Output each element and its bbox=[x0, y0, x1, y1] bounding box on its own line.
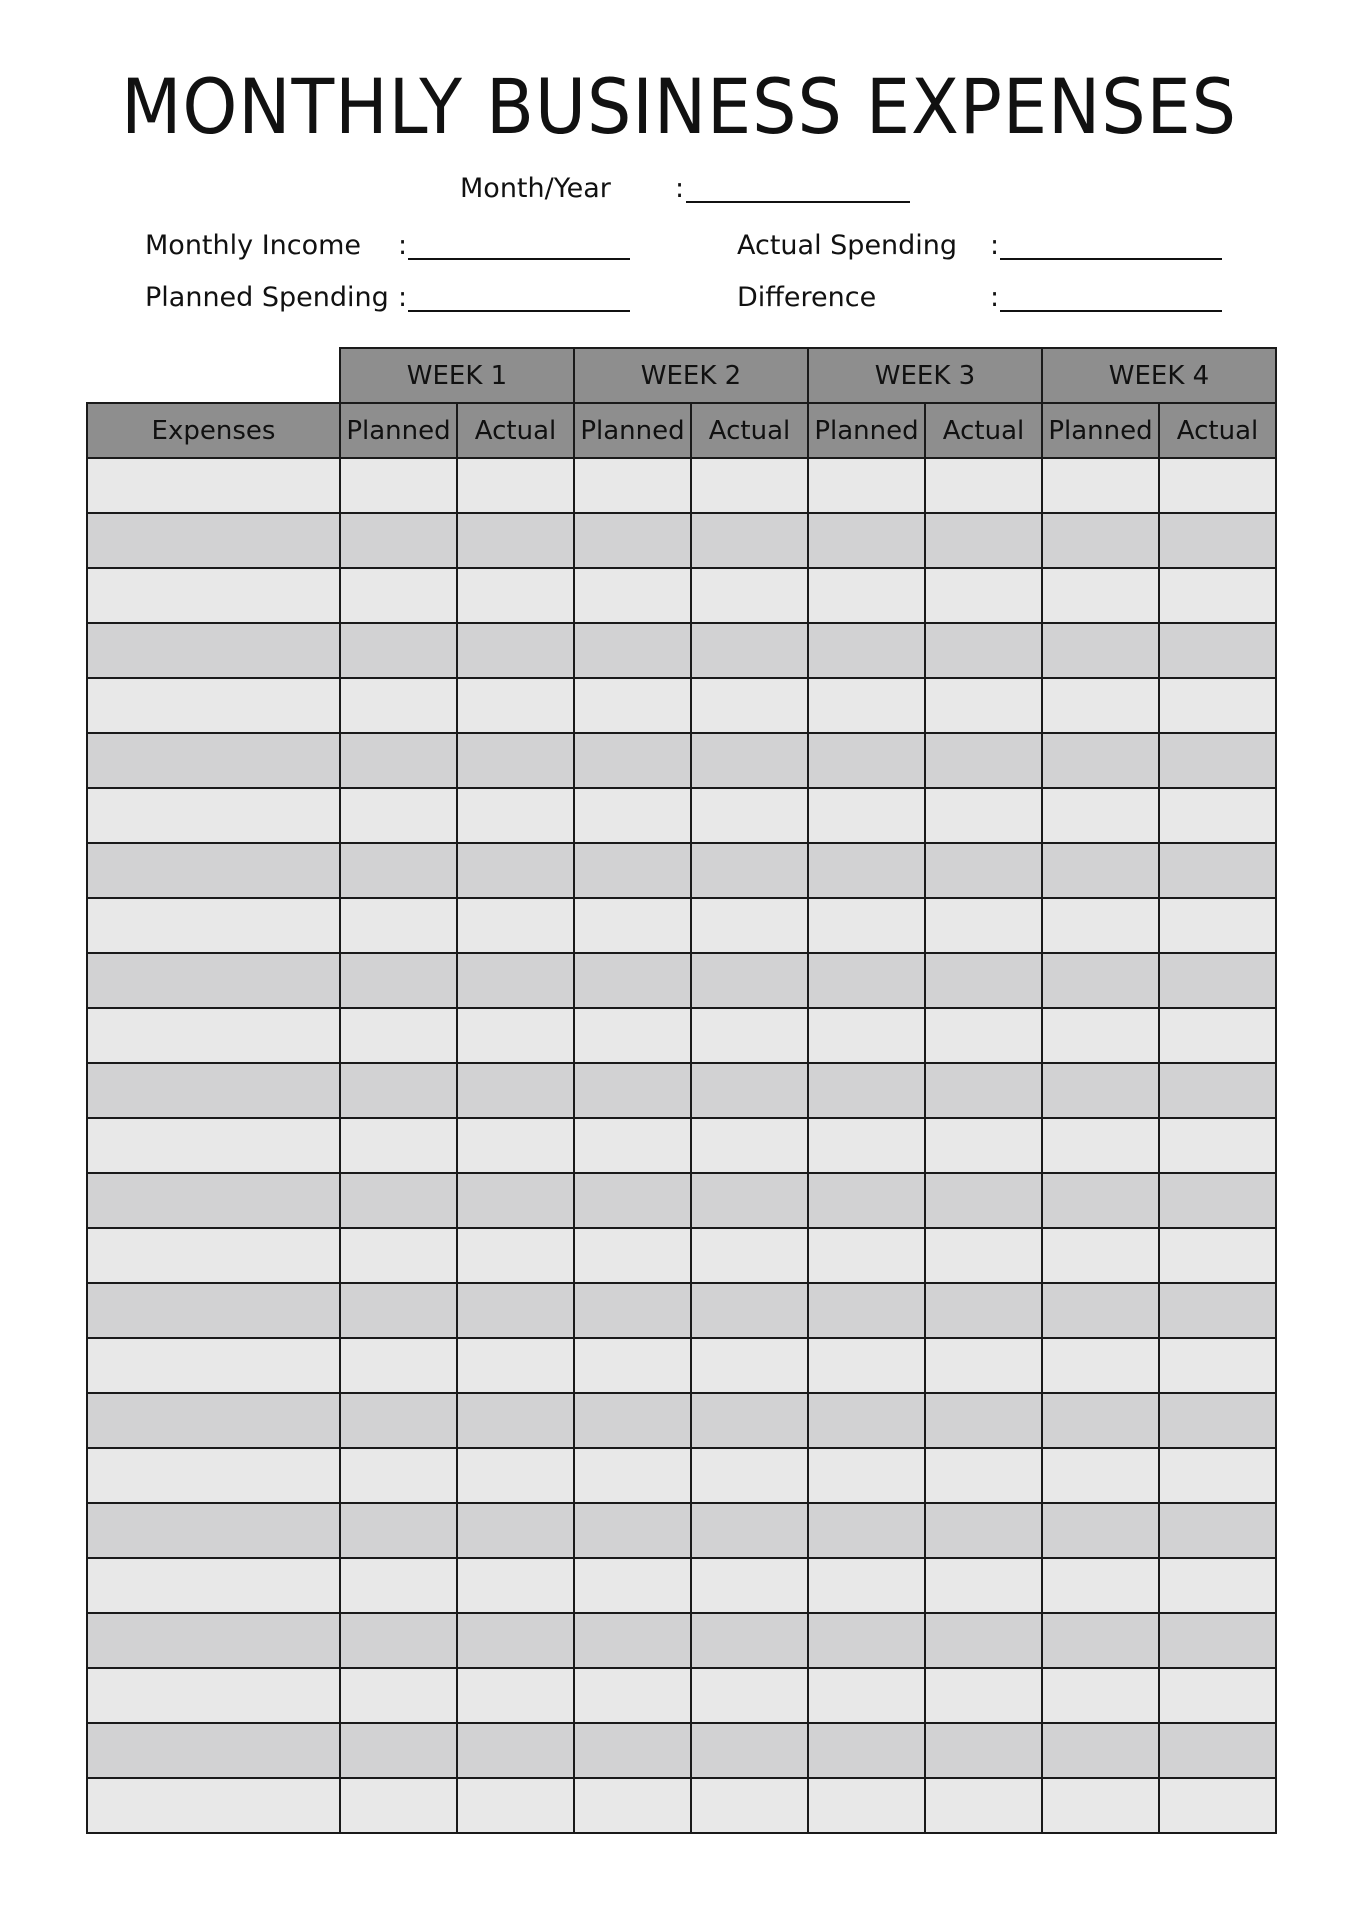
week-1-planned-cell[interactable] bbox=[340, 458, 457, 513]
week-2-planned-cell[interactable] bbox=[574, 1228, 691, 1283]
week-3-actual-cell[interactable] bbox=[925, 788, 1042, 843]
expense-name-cell[interactable] bbox=[87, 1063, 340, 1118]
week-2-planned-cell[interactable] bbox=[574, 1668, 691, 1723]
week-3-planned-cell[interactable] bbox=[808, 1393, 925, 1448]
table-row bbox=[87, 843, 1276, 898]
week-2-planned-cell[interactable] bbox=[574, 1063, 691, 1118]
week-4-planned-cell[interactable] bbox=[1042, 458, 1159, 513]
week-1-planned-cell[interactable] bbox=[340, 953, 457, 1008]
week-1-planned-header: Planned bbox=[340, 403, 457, 458]
week-4-actual-cell[interactable] bbox=[1159, 1118, 1276, 1173]
expense-name-cell[interactable] bbox=[87, 458, 340, 513]
month-year-colon: : bbox=[675, 173, 685, 204]
week-2-actual-cell[interactable] bbox=[691, 1668, 808, 1723]
week-1-actual-cell[interactable] bbox=[457, 1008, 574, 1063]
week-1-planned-cell[interactable] bbox=[340, 1503, 457, 1558]
week-3-actual-cell[interactable] bbox=[925, 568, 1042, 623]
week-1-actual-cell[interactable] bbox=[457, 513, 574, 568]
table-row bbox=[87, 1778, 1276, 1833]
week-2-planned-cell[interactable] bbox=[574, 1393, 691, 1448]
week-3-header: WEEK 3 bbox=[808, 348, 1042, 403]
week-1-actual-cell[interactable] bbox=[457, 1668, 574, 1723]
week-1-planned-cell[interactable] bbox=[340, 1448, 457, 1503]
week-1-actual-cell[interactable] bbox=[457, 843, 574, 898]
actual-spending-field bbox=[737, 229, 1222, 263]
expense-name-cell[interactable] bbox=[87, 1723, 340, 1778]
week-1-planned-cell[interactable] bbox=[340, 513, 457, 568]
week-2-actual-cell[interactable] bbox=[691, 1228, 808, 1283]
week-4-planned-cell[interactable] bbox=[1042, 1558, 1159, 1613]
week-1-actual-cell[interactable] bbox=[457, 678, 574, 733]
week-1-planned-cell[interactable] bbox=[340, 623, 457, 678]
week-3-planned-cell[interactable] bbox=[808, 898, 925, 953]
week-1-planned-cell[interactable] bbox=[340, 1338, 457, 1393]
week-2-planned-cell[interactable] bbox=[574, 1338, 691, 1393]
week-2-actual-cell[interactable] bbox=[691, 568, 808, 623]
week-4-planned-cell[interactable] bbox=[1042, 1283, 1159, 1338]
week-2-actual-cell[interactable] bbox=[691, 1008, 808, 1063]
week-3-actual-cell[interactable] bbox=[925, 1503, 1042, 1558]
week-4-planned-cell[interactable] bbox=[1042, 1778, 1159, 1833]
week-3-actual-cell[interactable] bbox=[925, 623, 1042, 678]
week-4-planned-cell[interactable] bbox=[1042, 1173, 1159, 1228]
week-4-planned-cell[interactable] bbox=[1042, 733, 1159, 788]
week-3-actual-cell[interactable] bbox=[925, 1613, 1042, 1668]
week-1-planned-cell[interactable] bbox=[340, 1118, 457, 1173]
week-2-actual-cell[interactable] bbox=[691, 678, 808, 733]
week-4-actual-cell[interactable] bbox=[1159, 1723, 1276, 1778]
week-3-planned-cell[interactable] bbox=[808, 568, 925, 623]
expense-name-cell[interactable] bbox=[87, 788, 340, 843]
week-1-actual-cell[interactable] bbox=[457, 1338, 574, 1393]
week-4-planned-cell[interactable] bbox=[1042, 623, 1159, 678]
actual-spending-label: Actual Spending bbox=[737, 230, 958, 261]
week-2-planned-header: Planned bbox=[574, 403, 691, 458]
expense-name-cell[interactable] bbox=[87, 1283, 340, 1338]
week-3-actual-cell[interactable] bbox=[925, 1668, 1042, 1723]
week-3-actual-cell[interactable] bbox=[925, 1723, 1042, 1778]
table-row bbox=[87, 1448, 1276, 1503]
expense-name-cell[interactable] bbox=[87, 953, 340, 1008]
table-row bbox=[87, 898, 1276, 953]
column-header-row bbox=[87, 403, 1276, 458]
week-3-actual-cell[interactable] bbox=[925, 1448, 1042, 1503]
week-2-planned-cell[interactable] bbox=[574, 1778, 691, 1833]
week-1-actual-cell[interactable] bbox=[457, 1283, 574, 1338]
difference-field bbox=[737, 281, 1222, 315]
difference-input-line[interactable] bbox=[1000, 310, 1222, 312]
week-4-actual-cell[interactable] bbox=[1159, 1063, 1276, 1118]
week-1-actual-cell[interactable] bbox=[457, 1503, 574, 1558]
expenses-table-body bbox=[87, 458, 1276, 1833]
week-4-planned-cell[interactable] bbox=[1042, 1228, 1159, 1283]
week-3-planned-cell[interactable] bbox=[808, 1228, 925, 1283]
week-4-actual-cell[interactable] bbox=[1159, 1558, 1276, 1613]
week-4-actual-cell[interactable] bbox=[1159, 1283, 1276, 1338]
week-3-planned-cell[interactable] bbox=[808, 1118, 925, 1173]
month-year-input-line[interactable] bbox=[686, 201, 910, 203]
week-1-actual-cell[interactable] bbox=[457, 898, 574, 953]
table-row bbox=[87, 953, 1276, 1008]
week-2-actual-cell[interactable] bbox=[691, 953, 808, 1008]
week-2-planned-cell[interactable] bbox=[574, 953, 691, 1008]
week-2-planned-cell[interactable] bbox=[574, 458, 691, 513]
week-4-planned-cell[interactable] bbox=[1042, 1668, 1159, 1723]
week-1-planned-cell[interactable] bbox=[340, 678, 457, 733]
week-3-planned-cell[interactable] bbox=[808, 458, 925, 513]
week-2-planned-cell[interactable] bbox=[574, 568, 691, 623]
week-3-planned-cell[interactable] bbox=[808, 678, 925, 733]
week-3-actual-cell[interactable] bbox=[925, 843, 1042, 898]
week-1-planned-cell[interactable] bbox=[340, 568, 457, 623]
expense-name-cell[interactable] bbox=[87, 1228, 340, 1283]
week-4-planned-cell[interactable] bbox=[1042, 1613, 1159, 1668]
week-3-actual-cell[interactable] bbox=[925, 898, 1042, 953]
table-row bbox=[87, 1173, 1276, 1228]
week-1-planned-cell[interactable] bbox=[340, 843, 457, 898]
week-2-actual-cell[interactable] bbox=[691, 458, 808, 513]
week-4-actual-cell[interactable] bbox=[1159, 623, 1276, 678]
week-4-actual-cell[interactable] bbox=[1159, 788, 1276, 843]
table-row bbox=[87, 1118, 1276, 1173]
week-1-actual-cell[interactable] bbox=[457, 568, 574, 623]
expense-name-cell[interactable] bbox=[87, 1173, 340, 1228]
week-2-planned-cell[interactable] bbox=[574, 1448, 691, 1503]
week-3-actual-cell[interactable] bbox=[925, 733, 1042, 788]
week-2-actual-cell[interactable] bbox=[691, 843, 808, 898]
week-1-actual-cell[interactable] bbox=[457, 1778, 574, 1833]
week-4-actual-cell[interactable] bbox=[1159, 678, 1276, 733]
expense-name-cell[interactable] bbox=[87, 733, 340, 788]
expense-name-cell[interactable] bbox=[87, 1338, 340, 1393]
table-row bbox=[87, 1228, 1276, 1283]
week-4-planned-cell[interactable] bbox=[1042, 568, 1159, 623]
week-3-actual-cell[interactable] bbox=[925, 1173, 1042, 1228]
week-3-actual-cell[interactable] bbox=[925, 1063, 1042, 1118]
week-1-actual-cell[interactable] bbox=[457, 1173, 574, 1228]
week-3-planned-cell[interactable] bbox=[808, 733, 925, 788]
week-3-actual-cell[interactable] bbox=[925, 678, 1042, 733]
week-2-planned-cell[interactable] bbox=[574, 1173, 691, 1228]
week-1-planned-cell[interactable] bbox=[340, 1173, 457, 1228]
week-4-actual-cell[interactable] bbox=[1159, 1173, 1276, 1228]
expense-name-cell[interactable] bbox=[87, 1778, 340, 1833]
week-1-planned-cell[interactable] bbox=[340, 1613, 457, 1668]
week-2-actual-cell[interactable] bbox=[691, 1778, 808, 1833]
week-1-actual-cell[interactable] bbox=[457, 1613, 574, 1668]
week-2-planned-cell[interactable] bbox=[574, 843, 691, 898]
week-4-planned-cell[interactable] bbox=[1042, 898, 1159, 953]
actual-spending-colon: : bbox=[990, 230, 1000, 261]
week-2-actual-cell[interactable] bbox=[691, 1393, 808, 1448]
expense-name-cell[interactable] bbox=[87, 1008, 340, 1063]
table-row bbox=[87, 513, 1276, 568]
week-3-planned-cell[interactable] bbox=[808, 1668, 925, 1723]
week-4-planned-cell[interactable] bbox=[1042, 513, 1159, 568]
week-1-planned-cell[interactable] bbox=[340, 1393, 457, 1448]
week-3-planned-cell[interactable] bbox=[808, 1173, 925, 1228]
week-2-actual-header: Actual bbox=[691, 403, 808, 458]
week-2-actual-cell[interactable] bbox=[691, 1558, 808, 1613]
header-spacer bbox=[87, 348, 340, 403]
page-title: MONTHLY BUSINESS EXPENSES bbox=[121, 62, 1237, 151]
week-3-planned-cell[interactable] bbox=[808, 1448, 925, 1503]
week-2-actual-cell[interactable] bbox=[691, 788, 808, 843]
table-row bbox=[87, 1723, 1276, 1778]
week-4-planned-cell[interactable] bbox=[1042, 1393, 1159, 1448]
week-3-planned-cell[interactable] bbox=[808, 623, 925, 678]
week-4-actual-cell[interactable] bbox=[1159, 1668, 1276, 1723]
week-4-actual-cell[interactable] bbox=[1159, 898, 1276, 953]
week-2-planned-cell[interactable] bbox=[574, 678, 691, 733]
week-1-planned-cell[interactable] bbox=[340, 1283, 457, 1338]
monthly-income-field bbox=[145, 229, 630, 263]
week-4-header: WEEK 4 bbox=[1042, 348, 1276, 403]
week-4-planned-cell[interactable] bbox=[1042, 1338, 1159, 1393]
week-2-planned-cell[interactable] bbox=[574, 788, 691, 843]
expense-name-cell[interactable] bbox=[87, 1448, 340, 1503]
week-1-actual-cell[interactable] bbox=[457, 1723, 574, 1778]
table-row bbox=[87, 1008, 1276, 1063]
week-3-planned-cell[interactable] bbox=[808, 1338, 925, 1393]
actual-spending-input-line[interactable] bbox=[1000, 258, 1222, 260]
week-3-actual-cell[interactable] bbox=[925, 1393, 1042, 1448]
week-4-planned-cell[interactable] bbox=[1042, 953, 1159, 1008]
week-4-planned-cell[interactable] bbox=[1042, 1723, 1159, 1778]
week-3-planned-cell[interactable] bbox=[808, 1723, 925, 1778]
table-row bbox=[87, 1283, 1276, 1338]
expense-name-cell[interactable] bbox=[87, 1503, 340, 1558]
week-4-planned-cell[interactable] bbox=[1042, 1448, 1159, 1503]
week-1-planned-cell[interactable] bbox=[340, 1008, 457, 1063]
expenses-table bbox=[86, 347, 1277, 1834]
week-4-planned-cell[interactable] bbox=[1042, 1503, 1159, 1558]
week-2-actual-cell[interactable] bbox=[691, 1448, 808, 1503]
week-1-actual-cell[interactable] bbox=[457, 953, 574, 1008]
week-4-actual-cell[interactable] bbox=[1159, 1393, 1276, 1448]
week-3-planned-cell[interactable] bbox=[808, 1008, 925, 1063]
week-4-actual-cell[interactable] bbox=[1159, 953, 1276, 1008]
week-3-actual-cell[interactable] bbox=[925, 1283, 1042, 1338]
week-3-actual-cell[interactable] bbox=[925, 1338, 1042, 1393]
table-row bbox=[87, 1668, 1276, 1723]
table-row bbox=[87, 1613, 1276, 1668]
week-1-planned-cell[interactable] bbox=[340, 1723, 457, 1778]
week-3-actual-cell[interactable] bbox=[925, 1778, 1042, 1833]
week-3-actual-header: Actual bbox=[925, 403, 1042, 458]
week-2-planned-cell[interactable] bbox=[574, 1283, 691, 1338]
week-2-actual-cell[interactable] bbox=[691, 1118, 808, 1173]
week-4-actual-cell[interactable] bbox=[1159, 1008, 1276, 1063]
week-3-planned-cell[interactable] bbox=[808, 513, 925, 568]
week-2-planned-cell[interactable] bbox=[574, 623, 691, 678]
week-3-actual-cell[interactable] bbox=[925, 953, 1042, 1008]
week-4-actual-cell[interactable] bbox=[1159, 1503, 1276, 1558]
planned-spending-colon: : bbox=[398, 282, 408, 313]
week-1-planned-cell[interactable] bbox=[340, 1063, 457, 1118]
week-4-planned-cell[interactable] bbox=[1042, 1008, 1159, 1063]
week-2-actual-cell[interactable] bbox=[691, 623, 808, 678]
table-row bbox=[87, 1503, 1276, 1558]
expense-name-cell[interactable] bbox=[87, 1613, 340, 1668]
planned-spending-field bbox=[145, 281, 630, 315]
expense-name-cell[interactable] bbox=[87, 898, 340, 953]
week-1-actual-cell[interactable] bbox=[457, 458, 574, 513]
expense-name-cell[interactable] bbox=[87, 623, 340, 678]
expense-name-cell[interactable] bbox=[87, 568, 340, 623]
week-3-planned-cell[interactable] bbox=[808, 788, 925, 843]
week-3-planned-cell[interactable] bbox=[808, 953, 925, 1008]
expense-name-cell[interactable] bbox=[87, 1393, 340, 1448]
week-1-actual-cell[interactable] bbox=[457, 1558, 574, 1613]
monthly-income-label: Monthly Income bbox=[145, 230, 362, 261]
week-4-actual-cell[interactable] bbox=[1159, 458, 1276, 513]
week-2-planned-cell[interactable] bbox=[574, 513, 691, 568]
planned-spending-label: Planned Spending bbox=[145, 282, 389, 313]
week-3-actual-cell[interactable] bbox=[925, 513, 1042, 568]
week-1-actual-cell[interactable] bbox=[457, 1448, 574, 1503]
table-row bbox=[87, 623, 1276, 678]
week-4-planned-cell[interactable] bbox=[1042, 1063, 1159, 1118]
week-2-planned-cell[interactable] bbox=[574, 1503, 691, 1558]
week-header-row bbox=[87, 348, 1276, 403]
week-1-planned-cell[interactable] bbox=[340, 1228, 457, 1283]
monthly-income-colon: : bbox=[398, 230, 408, 261]
week-1-planned-cell[interactable] bbox=[340, 1558, 457, 1613]
table-row bbox=[87, 1338, 1276, 1393]
expense-name-cell[interactable] bbox=[87, 678, 340, 733]
expense-name-cell[interactable] bbox=[87, 1558, 340, 1613]
week-4-actual-cell[interactable] bbox=[1159, 733, 1276, 788]
week-4-actual-cell[interactable] bbox=[1159, 1338, 1276, 1393]
week-3-planned-cell[interactable] bbox=[808, 1613, 925, 1668]
week-4-planned-cell[interactable] bbox=[1042, 678, 1159, 733]
table-row bbox=[87, 788, 1276, 843]
week-1-planned-cell[interactable] bbox=[340, 1668, 457, 1723]
table-row bbox=[87, 733, 1276, 788]
week-1-planned-cell[interactable] bbox=[340, 733, 457, 788]
week-2-actual-cell[interactable] bbox=[691, 1283, 808, 1338]
week-4-actual-cell[interactable] bbox=[1159, 568, 1276, 623]
week-2-actual-cell[interactable] bbox=[691, 1063, 808, 1118]
week-2-actual-cell[interactable] bbox=[691, 1723, 808, 1778]
week-3-actual-cell[interactable] bbox=[925, 1118, 1042, 1173]
month-year-label: Month/Year bbox=[460, 173, 611, 204]
week-1-header: WEEK 1 bbox=[340, 348, 574, 403]
week-3-planned-cell[interactable] bbox=[808, 1558, 925, 1613]
week-2-header: WEEK 2 bbox=[574, 348, 808, 403]
week-1-actual-cell[interactable] bbox=[457, 1118, 574, 1173]
week-2-actual-cell[interactable] bbox=[691, 898, 808, 953]
table-row bbox=[87, 568, 1276, 623]
week-1-actual-cell[interactable] bbox=[457, 623, 574, 678]
week-2-planned-cell[interactable] bbox=[574, 1008, 691, 1063]
expense-name-cell[interactable] bbox=[87, 1118, 340, 1173]
week-4-planned-header: Planned bbox=[1042, 403, 1159, 458]
week-4-actual-header: Actual bbox=[1159, 403, 1276, 458]
week-3-actual-cell[interactable] bbox=[925, 1008, 1042, 1063]
week-2-actual-cell[interactable] bbox=[691, 513, 808, 568]
week-4-actual-cell[interactable] bbox=[1159, 1778, 1276, 1833]
week-4-actual-cell[interactable] bbox=[1159, 513, 1276, 568]
week-3-planned-cell[interactable] bbox=[808, 843, 925, 898]
week-2-actual-cell[interactable] bbox=[691, 1503, 808, 1558]
week-2-planned-cell[interactable] bbox=[574, 1723, 691, 1778]
expense-name-cell[interactable] bbox=[87, 513, 340, 568]
week-3-planned-cell[interactable] bbox=[808, 1283, 925, 1338]
week-4-actual-cell[interactable] bbox=[1159, 1613, 1276, 1668]
expenses-column-header: Expenses bbox=[87, 403, 340, 458]
week-1-planned-cell[interactable] bbox=[340, 1778, 457, 1833]
expense-name-cell[interactable] bbox=[87, 843, 340, 898]
week-2-planned-cell[interactable] bbox=[574, 1613, 691, 1668]
expense-name-cell[interactable] bbox=[87, 1668, 340, 1723]
week-3-actual-cell[interactable] bbox=[925, 1228, 1042, 1283]
week-1-planned-cell[interactable] bbox=[340, 788, 457, 843]
table-row bbox=[87, 458, 1276, 513]
table-row bbox=[87, 1558, 1276, 1613]
difference-colon: : bbox=[990, 282, 1000, 313]
week-1-actual-cell[interactable] bbox=[457, 733, 574, 788]
planned-spending-input-line[interactable] bbox=[408, 310, 630, 312]
week-3-planned-header: Planned bbox=[808, 403, 925, 458]
week-1-actual-header: Actual bbox=[457, 403, 574, 458]
week-4-planned-cell[interactable] bbox=[1042, 1118, 1159, 1173]
week-1-planned-cell[interactable] bbox=[340, 898, 457, 953]
table-row bbox=[87, 678, 1276, 733]
week-3-actual-cell[interactable] bbox=[925, 458, 1042, 513]
week-1-actual-cell[interactable] bbox=[457, 1063, 574, 1118]
week-2-actual-cell[interactable] bbox=[691, 1173, 808, 1228]
week-3-actual-cell[interactable] bbox=[925, 1558, 1042, 1613]
week-3-planned-cell[interactable] bbox=[808, 1503, 925, 1558]
week-4-actual-cell[interactable] bbox=[1159, 1228, 1276, 1283]
week-4-planned-cell[interactable] bbox=[1042, 788, 1159, 843]
week-2-planned-cell[interactable] bbox=[574, 898, 691, 953]
monthly-income-input-line[interactable] bbox=[408, 258, 630, 260]
week-2-actual-cell[interactable] bbox=[691, 1613, 808, 1668]
week-3-planned-cell[interactable] bbox=[808, 1063, 925, 1118]
week-4-planned-cell[interactable] bbox=[1042, 843, 1159, 898]
table-row bbox=[87, 1063, 1276, 1118]
week-4-actual-cell[interactable] bbox=[1159, 1448, 1276, 1503]
week-4-actual-cell[interactable] bbox=[1159, 843, 1276, 898]
week-3-planned-cell[interactable] bbox=[808, 1778, 925, 1833]
table-row bbox=[87, 1393, 1276, 1448]
month-year-field bbox=[460, 172, 910, 206]
week-1-actual-cell[interactable] bbox=[457, 1228, 574, 1283]
difference-label: Difference bbox=[737, 282, 877, 313]
week-1-actual-cell[interactable] bbox=[457, 1393, 574, 1448]
week-2-planned-cell[interactable] bbox=[574, 1118, 691, 1173]
week-2-planned-cell[interactable] bbox=[574, 1558, 691, 1613]
week-2-actual-cell[interactable] bbox=[691, 733, 808, 788]
week-2-actual-cell[interactable] bbox=[691, 1338, 808, 1393]
week-2-planned-cell[interactable] bbox=[574, 733, 691, 788]
week-1-actual-cell[interactable] bbox=[457, 788, 574, 843]
